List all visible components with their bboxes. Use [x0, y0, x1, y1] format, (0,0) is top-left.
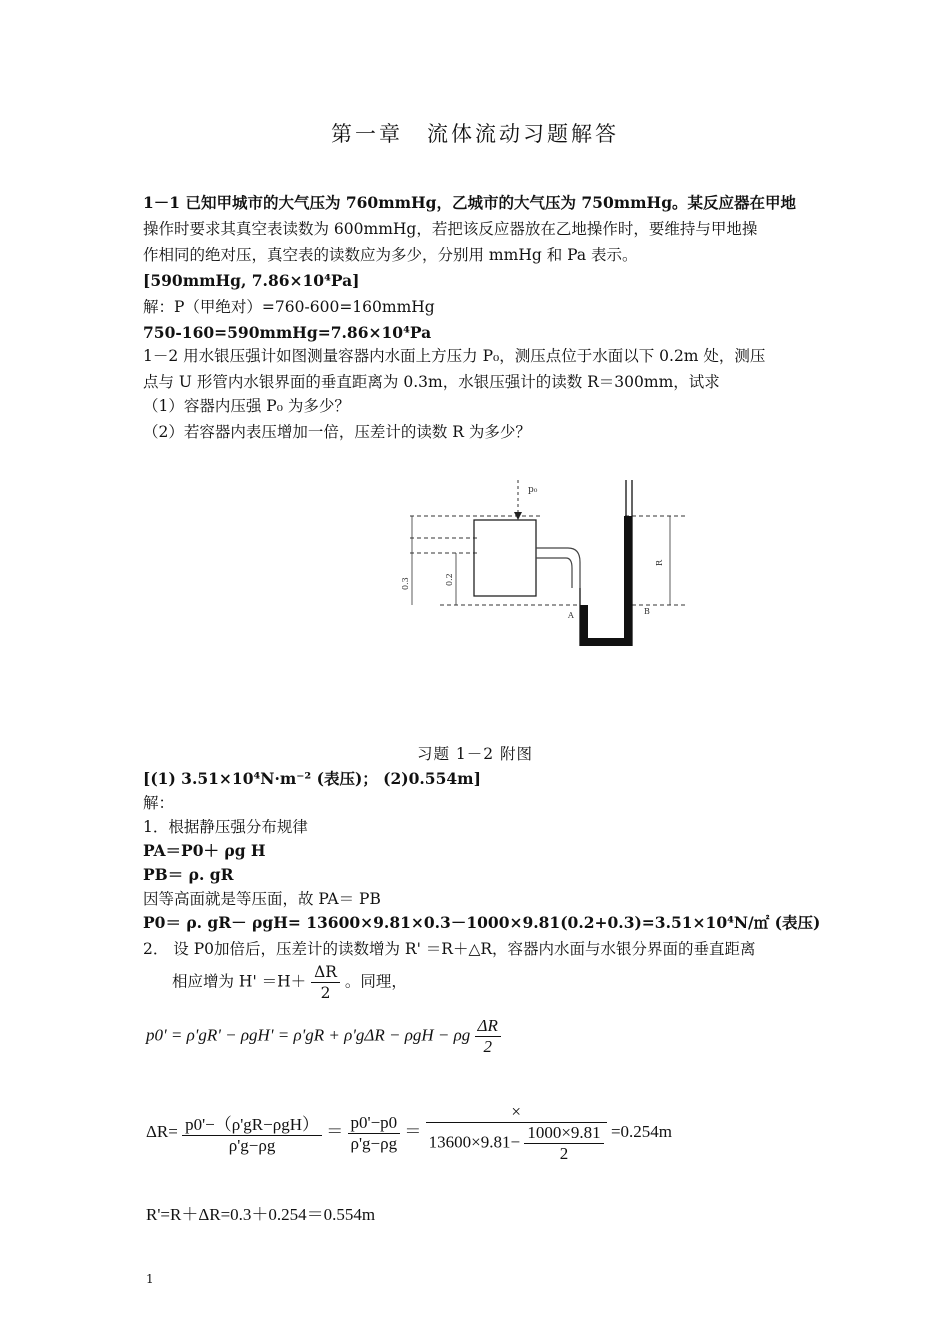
- problem-1-1-solution-1: 解：P（甲绝对）=760-600=160mmHg: [143, 298, 435, 316]
- eq2-f3-den-text: 13600×9.81−: [428, 1132, 521, 1152]
- eq2-left: ΔR=: [146, 1121, 178, 1141]
- frac-den: 2: [320, 984, 331, 1002]
- eq2-f3-sub-den: 2: [559, 1144, 569, 1163]
- p0-label: p₀: [528, 485, 538, 495]
- manometer-figure: [400, 478, 700, 658]
- equation-delta-r: ΔR= $\frac{\text{p0'−（ρ'gR−ρgH）}}{\rho'g-\rho g}$ ＝ $\frac{p0'-p0}{\rho'g-\rho g}$ ＝ × 13600×9.81− $\frac{1000\times 9.81}{2}$ =0.254m: [146, 1102, 672, 1163]
- delta-h-line: [172, 962, 407, 1003]
- problem-1-1-solution-2: 750-160=590mmHg=7.86×10⁴Pa: [143, 323, 432, 342]
- frac-num: ΔR: [311, 962, 340, 983]
- eq1-text: p0' = ρ'gR' − ρgH' = ρ'gR + ρ'gΔR − ρgH − ρg: [146, 1025, 471, 1045]
- problem-1-2-question-1: （1）容器内压强 P₀ 为多少？: [143, 397, 350, 415]
- eq2-f2-num: p0'−p0: [348, 1113, 401, 1134]
- equation-p0-prime: [146, 1016, 501, 1057]
- point-a-label: A: [568, 611, 574, 620]
- eq1-frac-num: ΔR: [475, 1016, 501, 1037]
- eq2-f3-subfraction: [524, 1123, 603, 1164]
- page-number: 1: [146, 1272, 154, 1286]
- eq2-fraction-2: [348, 1113, 401, 1154]
- equation-pb: PB＝ ρ. gR: [143, 865, 234, 884]
- problem-1-2-question-2: （2）若容器内表压增加一倍，压差计的读数 R 为多少？: [143, 423, 531, 441]
- figure-caption: 习题 1－2 附图: [416, 745, 534, 763]
- eq2-f2-den: ρ'g−ρg: [350, 1133, 398, 1153]
- eq2-f1-num: p0'−（ρ'gR−ρgH）: [182, 1110, 322, 1136]
- eq2-result: =0.254m: [610, 1121, 672, 1141]
- problem-1-1-line-2: 操作时要求其真空表读数为 600mmHg，若把该反应器放在乙地操作时，要维持与甲地操: [143, 220, 758, 238]
- eq2-f1-den: ρ'g−ρg: [228, 1136, 276, 1155]
- problem-1-2-line-2: 点与 U 形管内水银界面的垂直距离为 0.3m，水银压强计的读数 R＝300mm，试求: [143, 373, 720, 391]
- problem-1-1-line-1: 1－1 已知甲城市的大气压为 760mmHg，乙城市的大气压为 750mmHg。某反应器在甲地: [143, 193, 797, 212]
- equation-r-prime: R'=R＋ΔR=0.3＋0.254＝0.554m: [146, 1205, 376, 1224]
- eq1-fraction: [475, 1016, 501, 1057]
- similarly-text: 。同理，: [344, 972, 407, 991]
- solution-step-1: 1．根据静压强分布规律: [143, 818, 308, 836]
- problem-1-1-line-3: 作相同的绝对压，真空表的读数应为多少，分别用 mmHg 和 Pa 表示。: [143, 246, 638, 264]
- dim-0-3-label: 0.3: [401, 577, 410, 590]
- point-b-label: B: [644, 607, 650, 616]
- problem-1-2-answer: [(1) 3.51×10⁴N·m⁻² (表压)； (2)0.554m]: [143, 769, 481, 788]
- problem-1-2-line-1: 1－2 用水银压强计如图测量容器内水面上方压力 P₀，测压点位于水面以下 0.2m 处，测压: [143, 347, 766, 365]
- solution-step-2: 2． 设 P0加倍后，压差计的读数增为 R' ＝R＋△R，容器内水面与水银分界面的垂直距离: [143, 940, 756, 958]
- r-dimension-label: R: [655, 559, 664, 566]
- eq2-fraction-1: [182, 1110, 322, 1156]
- dim-0-2-label: 0.2: [445, 573, 454, 586]
- eq2-f3-num: ×: [426, 1102, 607, 1123]
- eq1-frac-den: 2: [483, 1037, 492, 1056]
- equation-pa: PA＝P0＋ ρg H: [143, 841, 266, 860]
- eq2-fraction-3: [426, 1102, 607, 1164]
- delta-r-over-2: [311, 962, 340, 1003]
- delta-h-text: 相应增为 H' ＝H＋: [172, 972, 307, 991]
- equation-p0-result: P0＝ ρ. gR－ ρgH= 13600×9.81×0.3－1000×9.81(0.2+0.3)=3.51×10⁴N/㎡ (表压): [143, 913, 821, 932]
- solution-label: 解：: [143, 794, 175, 812]
- problem-1-1-answer: [590mmHg, 7.86×10⁴Pa]: [143, 271, 360, 290]
- eq2-f3-sub-num: 1000×9.81: [524, 1123, 603, 1144]
- equal-pressure-statement: 因等高面就是等压面，故 PA＝ PB: [143, 890, 381, 908]
- eq2-f3-den: [426, 1123, 607, 1164]
- chapter-title: 第一章 流体流动习题解答: [331, 122, 619, 146]
